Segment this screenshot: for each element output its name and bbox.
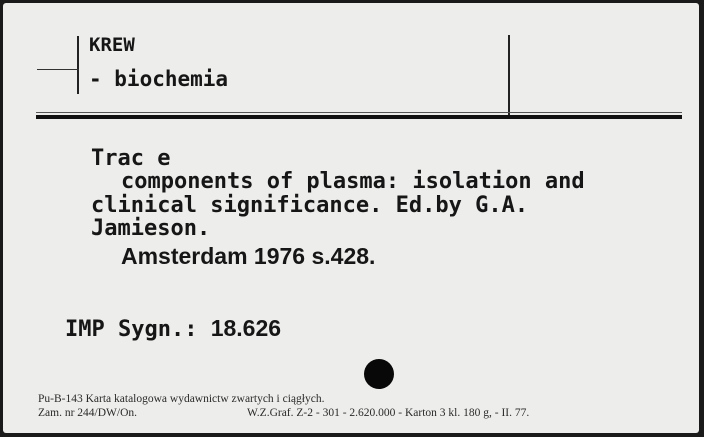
footer-line-1: Pu-B-143 Karta katalogowa wydawnictw zwartych i ciągłych.: [38, 393, 325, 405]
heading-thick-rule: [36, 115, 682, 119]
entry-line-4: Jamieson.: [91, 216, 211, 241]
footer-line-2: [38, 407, 530, 419]
subject-heading: KREW: [89, 34, 135, 56]
entry-line-5: Amsterdam 1976 s.428.: [121, 243, 376, 269]
subject-subdivision: - biochemia: [89, 67, 229, 91]
call-number-value: 18.626: [210, 315, 282, 341]
heading-left-rule: [77, 36, 79, 94]
call-number-label: IMP Sygn.:: [65, 317, 198, 342]
call-number: [65, 315, 281, 342]
catalog-card: [3, 3, 699, 433]
footer-order-number: Zam. nr 244/DW/On.: [38, 407, 138, 419]
entry-line-3: clinical significance. Ed.by G.A.: [91, 193, 529, 218]
footer-print-info: W.Z.Graf. Z-2 - 301 - 2.620.000 - Karton 3 kl. 180 g, - II. 77.: [247, 407, 530, 419]
heading-right-rule: [508, 35, 510, 115]
heading-tick-rule: [37, 69, 79, 70]
heading-thin-rule: [36, 112, 682, 113]
entry-line-1: Trac e: [91, 146, 171, 171]
entry-line-2: components of plasma: isolation and: [121, 169, 585, 194]
punch-hole: [364, 359, 394, 389]
